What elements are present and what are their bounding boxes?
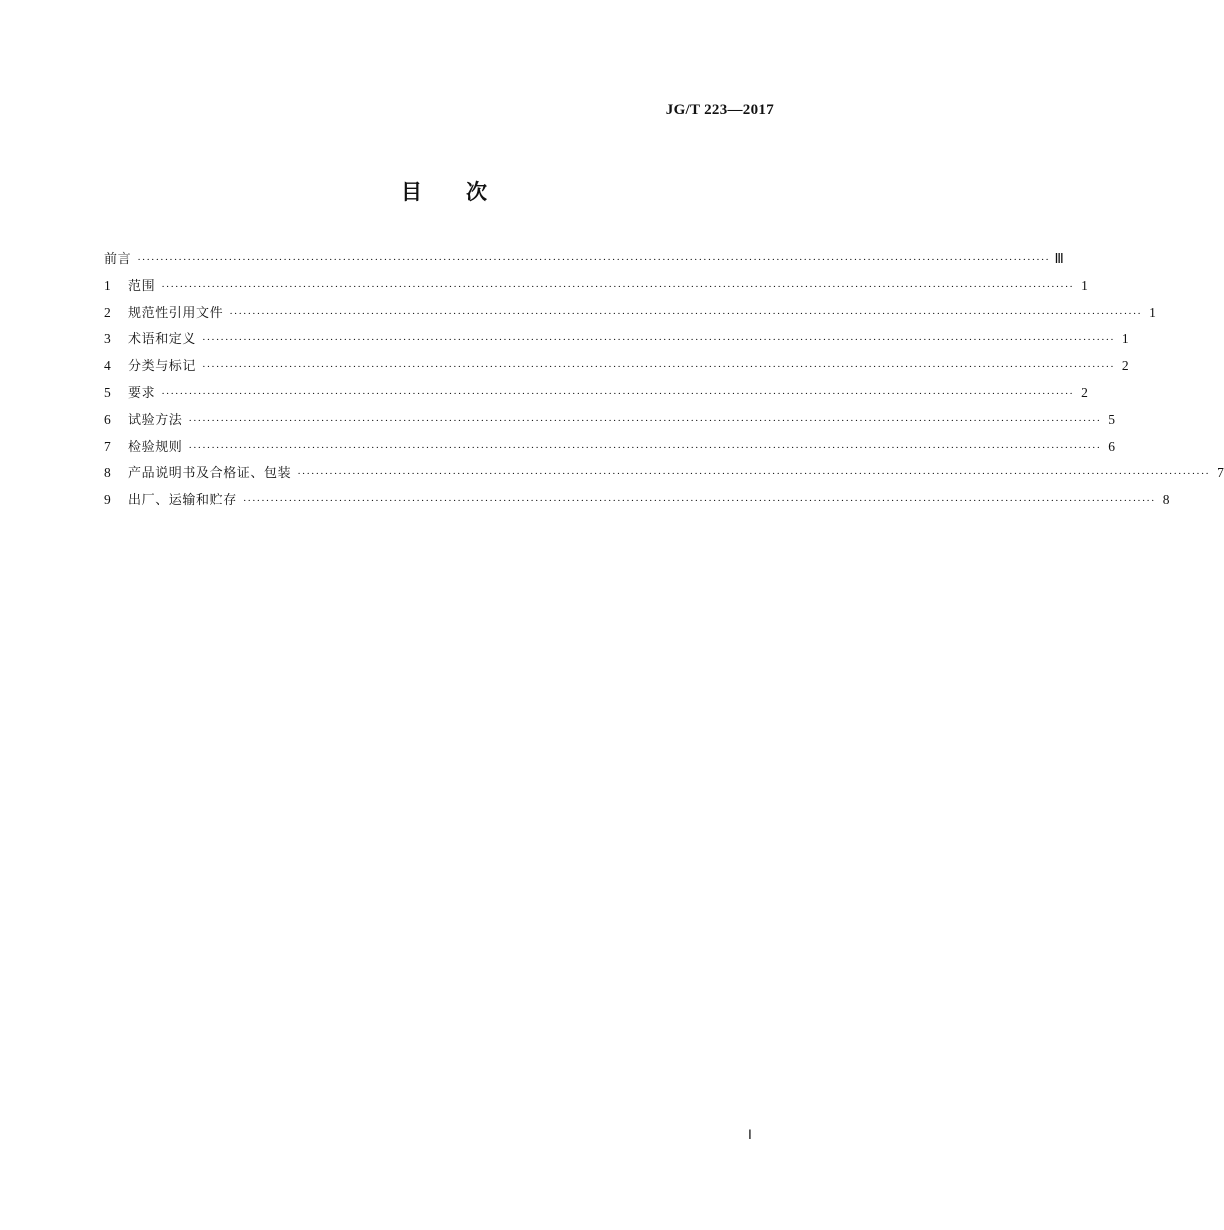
- toc-entry-text: 术语和定义: [128, 332, 197, 348]
- toc-entry-number: 6: [104, 411, 111, 427]
- toc-leader-dots: ········································································································································································································: [188, 441, 1102, 454]
- toc-entry-page: 2: [1081, 384, 1088, 400]
- toc-entry-text: 规范性引用文件: [128, 305, 224, 321]
- toc-entry-number: 2: [104, 304, 111, 320]
- toc-entry-page: 8: [1162, 492, 1170, 508]
- toc-entry-9[interactable]: [104, 487, 1170, 514]
- toc-entry-6[interactable]: [104, 407, 1116, 434]
- toc-entry-number: 5: [104, 384, 111, 400]
- toc-entry-text: 分类与标记: [128, 359, 197, 375]
- toc-entry-text: 出厂、运输和贮存: [128, 493, 237, 509]
- toc-title: 目次: [401, 180, 531, 204]
- toc-entry-text: 范围: [128, 278, 156, 294]
- toc-entry-number: 4: [104, 358, 111, 374]
- toc-entry-foreword[interactable]: [104, 246, 1064, 273]
- toc-entry-number: 8: [104, 465, 111, 481]
- page-number: Ⅰ: [748, 1127, 752, 1142]
- toc-entry-page: 6: [1108, 438, 1116, 454]
- toc-entry-number: 1: [104, 277, 111, 293]
- toc-entry-1[interactable]: [104, 273, 1088, 300]
- toc-leader-dots: ········································································································································································································: [161, 387, 1074, 400]
- toc-leader-dots: ········································································································································································································: [161, 280, 1074, 293]
- toc-entry-page: 7: [1217, 465, 1224, 481]
- toc-leader-dots: ········································································································································································································: [202, 361, 1115, 374]
- toc-entry-number: 7: [104, 438, 111, 454]
- toc-entry-number: 3: [104, 331, 111, 347]
- toc-leader-dots: ········································································································································································································: [229, 307, 1142, 320]
- toc-entry-page: 1: [1121, 331, 1129, 347]
- toc-leader-dots: ········································································································································································································: [137, 254, 1050, 266]
- toc-entry-page: 2: [1121, 358, 1129, 374]
- toc-leader-dots: ········································································································································································································: [297, 468, 1210, 481]
- toc-leader-dots: ········································································································································································································: [202, 334, 1115, 347]
- toc-entry-text: 要求: [128, 385, 156, 401]
- toc-entry-text: 前言: [104, 252, 132, 267]
- toc-entry-5[interactable]: [104, 380, 1088, 407]
- toc-entry-4[interactable]: [104, 353, 1129, 380]
- standard-code: JG/T 223—2017: [665, 102, 774, 118]
- table-of-contents: [104, 246, 1224, 514]
- toc-entry-page: Ⅲ: [1054, 251, 1064, 266]
- toc-entry-page: 1: [1149, 304, 1156, 320]
- toc-entry-3[interactable]: [104, 326, 1129, 353]
- toc-leader-dots: ········································································································································································································: [188, 414, 1102, 427]
- toc-entry-text: 试验方法: [128, 412, 183, 428]
- toc-entry-number: 9: [104, 492, 111, 508]
- toc-entry-page: 1: [1081, 277, 1088, 293]
- toc-entry-8[interactable]: [104, 460, 1224, 487]
- toc-leader-dots: ········································································································································································································: [242, 495, 1156, 508]
- toc-entry-text: 产品说明书及合格证、包装: [128, 466, 292, 482]
- toc-entry-page: 5: [1108, 411, 1116, 427]
- toc-entry-7[interactable]: [104, 434, 1116, 461]
- toc-entry-text: 检验规则: [128, 439, 183, 455]
- toc-entry-2[interactable]: [104, 300, 1156, 327]
